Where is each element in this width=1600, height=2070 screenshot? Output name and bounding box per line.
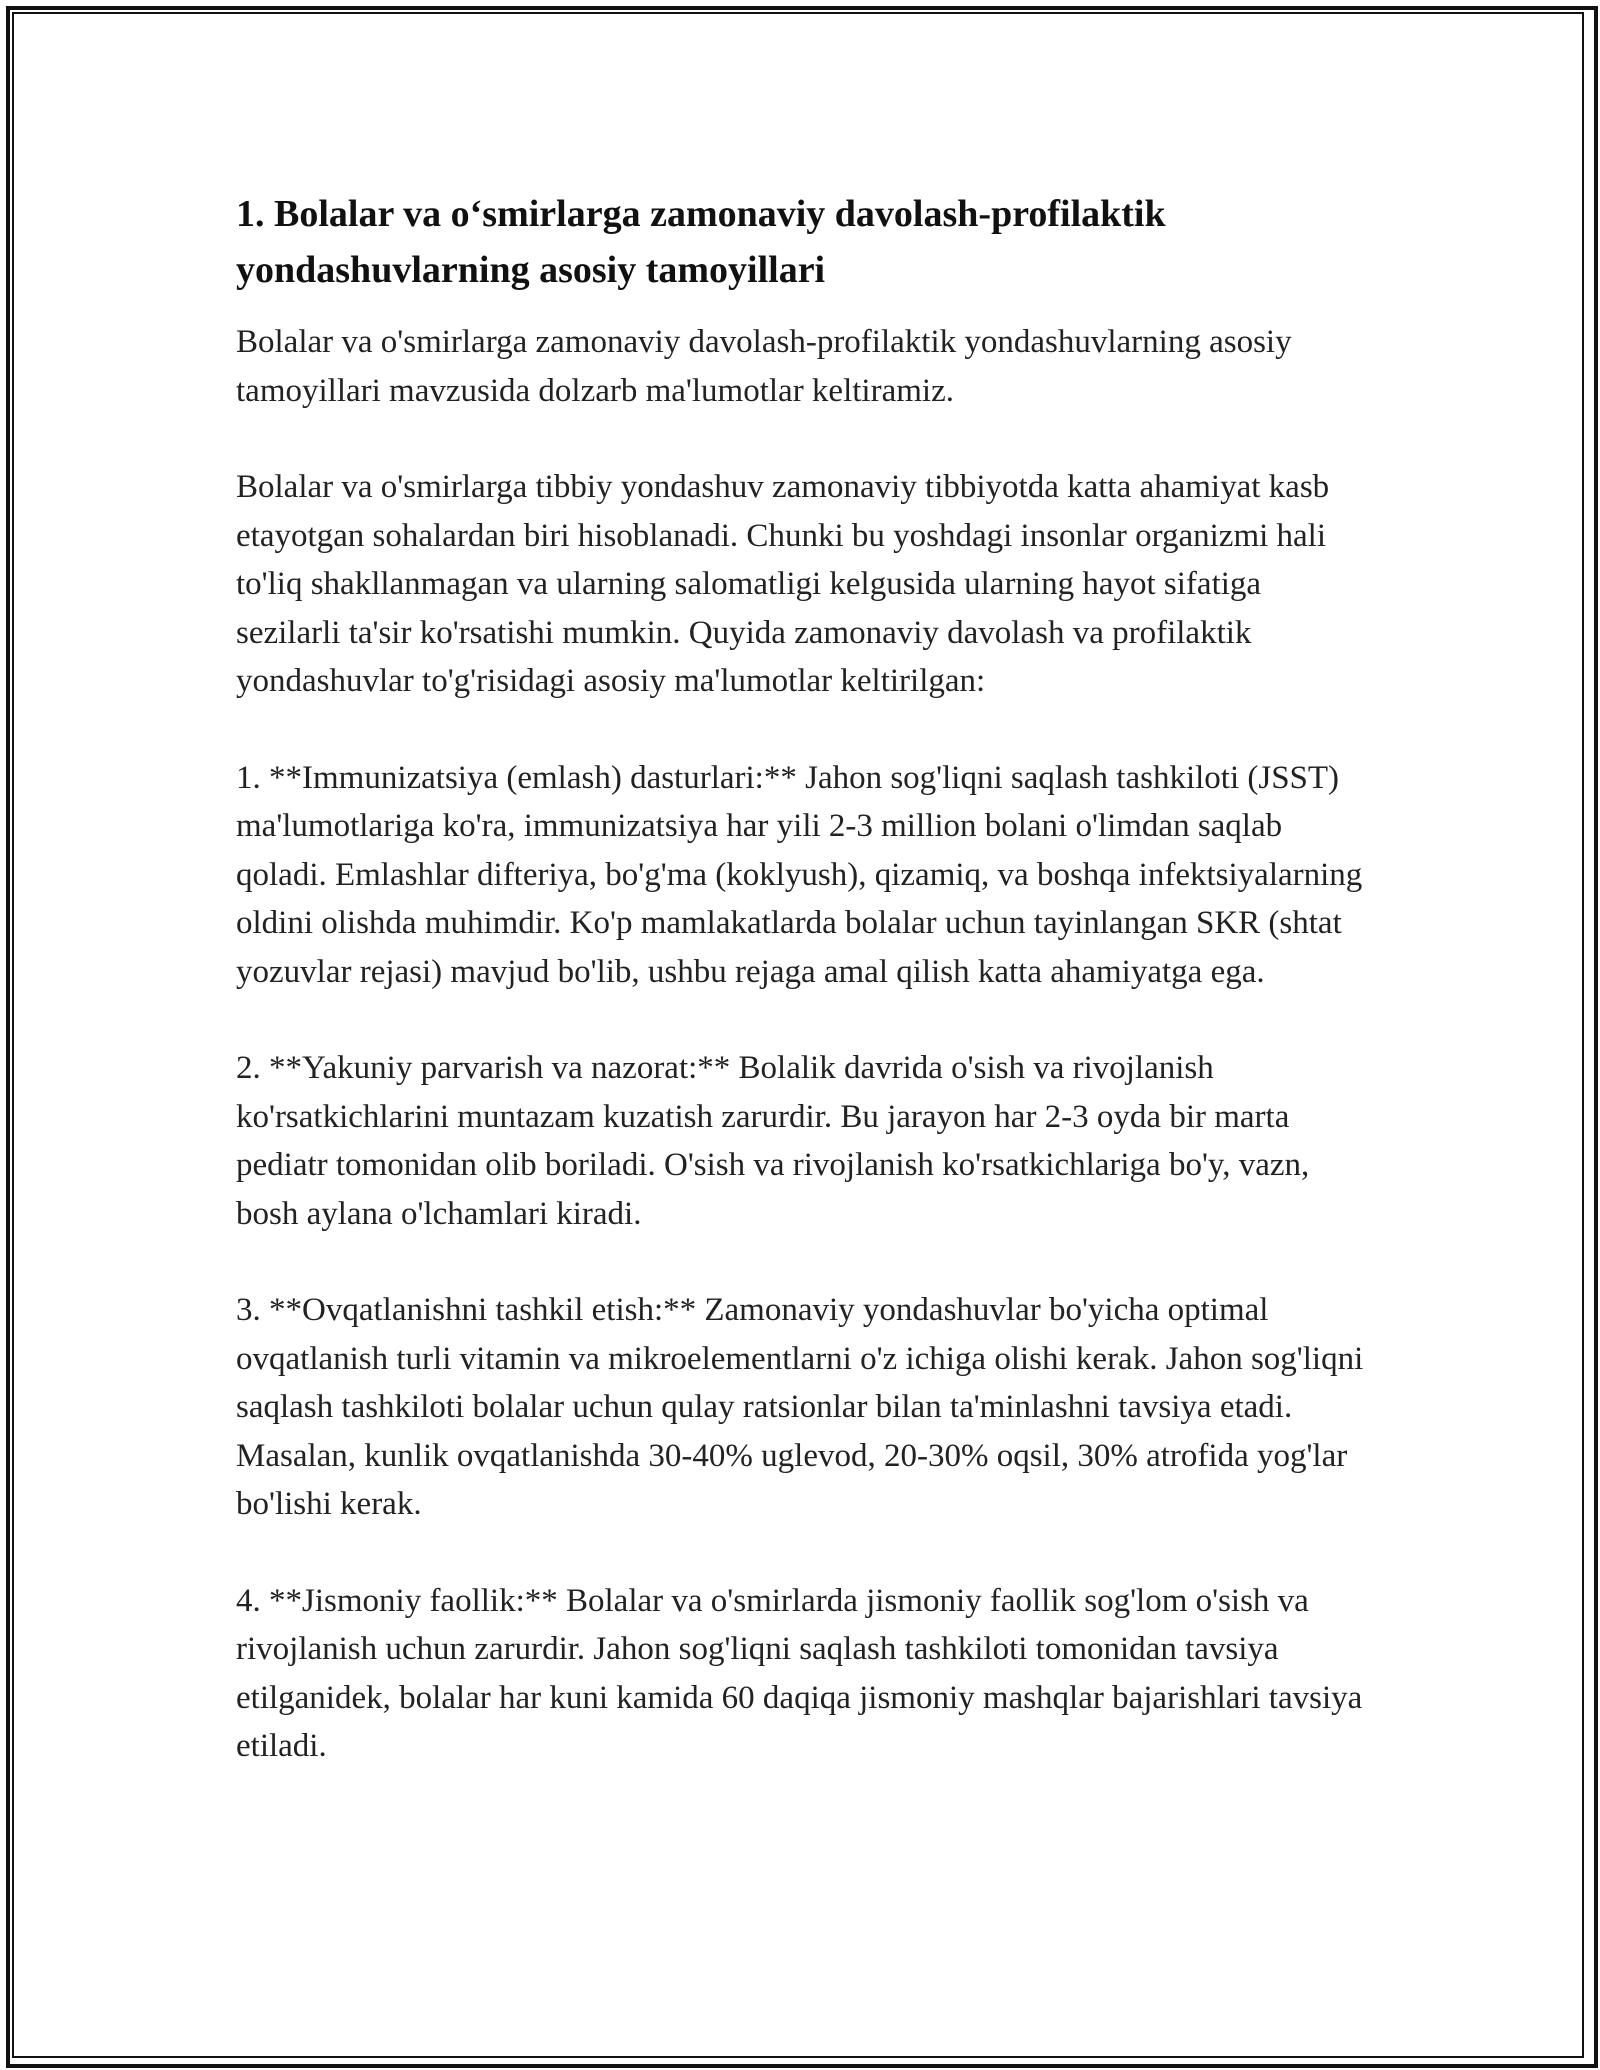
paragraph-intro: Bolalar va o'smirlarga zamonaviy davolash-profilaktik yondashuvlarning asosiy tamoyillari mavzusida dolzarb ma'lumotlar keltiramiz. — [236, 324, 1292, 409]
document-title: 1. Bolalar va o‘smirlarga zamonaviy davolash-profilaktik yondashuvlarning asosiy tamoyillari — [236, 193, 1166, 291]
paragraph-immunization: 1. **Immunizatsiya (emlash) dasturlari:** Jahon sog'liqni saqlash tashkiloti (JSST) ma'lumotlariga ko'ra, immunizatsiya har yili 2-3 million bolani o'limdan saqlab qoladi. Emlashlar difteriya, bo'g'ma (koklyush), qizamiq, va boshqa infektsiyalarning oldini olishda muhimdir. Ko'p mamlakatlarda bolalar uchun tayinlangan SKR (shtat yozuvlar rejasi) mavjud bo'lib, ushbu rejaga amal qilish katta ahamiyatga ega. — [236, 759, 1363, 990]
paragraph-nutrition: 3. **Ovqatlanishni tashkil etish:** Zamonaviy yondashuvlar bo'yicha optimal ovqatlanish turli vitamin va mikroelementlarni o'z ichiga olishi kerak. Jahon sog'liqni saqlash tashkiloti bolalar uchun qulay ratsionlar bilan ta'minlashni tavsiya etadi. Masalan, kunlik ovqatlanishda 30-40% uglevod, 20-30% oqsil, 30% atrofida yog'lar bo'lishi kerak. — [236, 1292, 1364, 1522]
paragraph-overview: Bolalar va o'smirlarga tibbiy yondashuv zamonaviy tibbiyotda katta ahamiyat kasb etayotgan sohalardan biri hisoblanadi. Chunki bu yoshdagi insonlar organizmi hali to'liq shakllanmagan va ularning salomatligi kelgusida ularning hayot sifatiga sezilarli ta'sir ko'rsatishi mumkin. Quyida zamonaviy davolash va profilaktik yondashuvlar to'g'risidagi asosiy ma'lumotlar keltirilgan: — [236, 469, 1330, 699]
paragraph-physical-activity: 4. **Jismoniy faollik:** Bolalar va o'smirlarda jismoniy faollik sog'lom o'sish va rivojlanish uchun zarurdir. Jahon sog'liqni saqlash tashkiloti tomonidan tavsiya etilganidek, bolalar har kuni kamida 60 daqiqa jismoniy mashqlar bajarishlari tavsiya etiladi. — [236, 1582, 1363, 1764]
document-body — [236, 186, 1366, 1819]
paragraph-monitoring: 2. **Yakuniy parvarish va nazorat:** Bolalik davrida o'sish va rivojlanish ko'rsatkichlarini muntazam kuzatish zarurdir. Bu jarayon har 2-3 oyda bir marta pediatr tomonidan olib boriladi. O'sish va rivojlanish ko'rsatkichlariga bo'y, vazn, bosh aylana o'lchamlari kiradi. — [236, 1050, 1310, 1232]
